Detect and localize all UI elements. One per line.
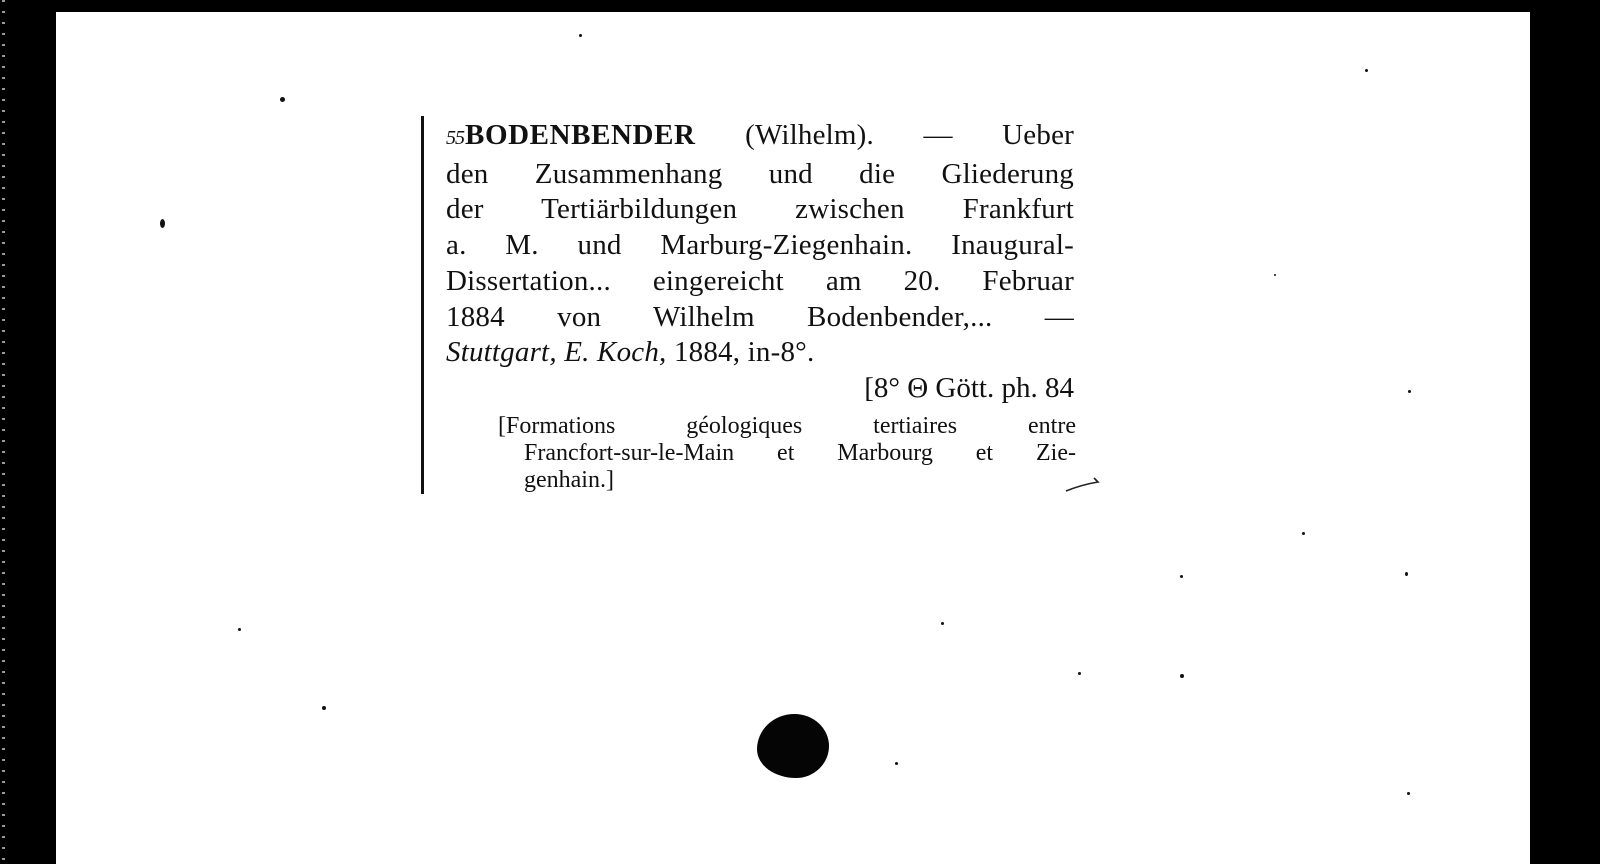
entry-text-line: der Tertiärbildungen zwischen Frankfurt — [446, 193, 1074, 226]
translation-line: [Formations géologiques tertiaires entre — [498, 412, 1076, 439]
dust-speck — [1365, 69, 1368, 72]
entry-text-line: (Wilhelm). — Ueber — [745, 119, 1074, 151]
dust-speck — [579, 34, 582, 37]
translation-line: Francfort-sur-le-Main et Marbourg et Zie- — [524, 439, 1076, 466]
dust-speck — [1302, 532, 1305, 535]
catalog-entry — [446, 118, 1074, 494]
dust-speck — [1274, 274, 1276, 276]
entry-line-1 — [446, 118, 1074, 157]
dust-speck — [1407, 792, 1410, 795]
entry-text-line: Dissertation... eingereicht am 20. Februar — [446, 264, 1074, 297]
entry-text-line: den Zusammenhang und die Gliederung — [446, 157, 1074, 190]
entry-author: BODENBENDER — [465, 119, 696, 151]
translation-note — [498, 413, 1076, 494]
scan-border-left — [0, 0, 56, 864]
pen-mark — [1064, 474, 1104, 494]
ink-blot — [757, 714, 829, 778]
dust-speck — [1180, 575, 1183, 578]
dust-speck — [941, 622, 944, 625]
dust-speck — [1078, 672, 1081, 675]
scan-edge-perforation — [2, 0, 5, 864]
scan-border-top — [0, 0, 1600, 12]
entry-text-line: a. M. und Marburg-Ziegenhain. Inaugural- — [446, 229, 1074, 262]
margin-rule — [421, 116, 424, 494]
translation-line: genhain.] — [524, 466, 614, 493]
dust-speck — [160, 219, 165, 228]
dust-speck — [238, 628, 241, 631]
entry-text-line: 1884 von Wilhelm Bodenbender,... — — [446, 300, 1074, 333]
entry-imprint — [446, 335, 1074, 371]
shelfmark: [8° Θ Gött. ph. 84 — [864, 371, 1074, 404]
imprint-place: Stuttgart, E. Koch, — [446, 336, 667, 369]
dust-speck — [280, 97, 285, 102]
dust-speck — [1408, 390, 1411, 393]
dust-speck — [895, 762, 898, 765]
imprint-date-format: 1884, in-8°. — [666, 336, 815, 369]
dust-speck — [322, 706, 326, 710]
entry-number: 55 — [446, 127, 464, 149]
dust-speck — [1405, 572, 1408, 576]
scan-border-right — [1530, 0, 1600, 864]
entry-body — [446, 118, 1074, 371]
dust-speck — [1180, 674, 1184, 678]
